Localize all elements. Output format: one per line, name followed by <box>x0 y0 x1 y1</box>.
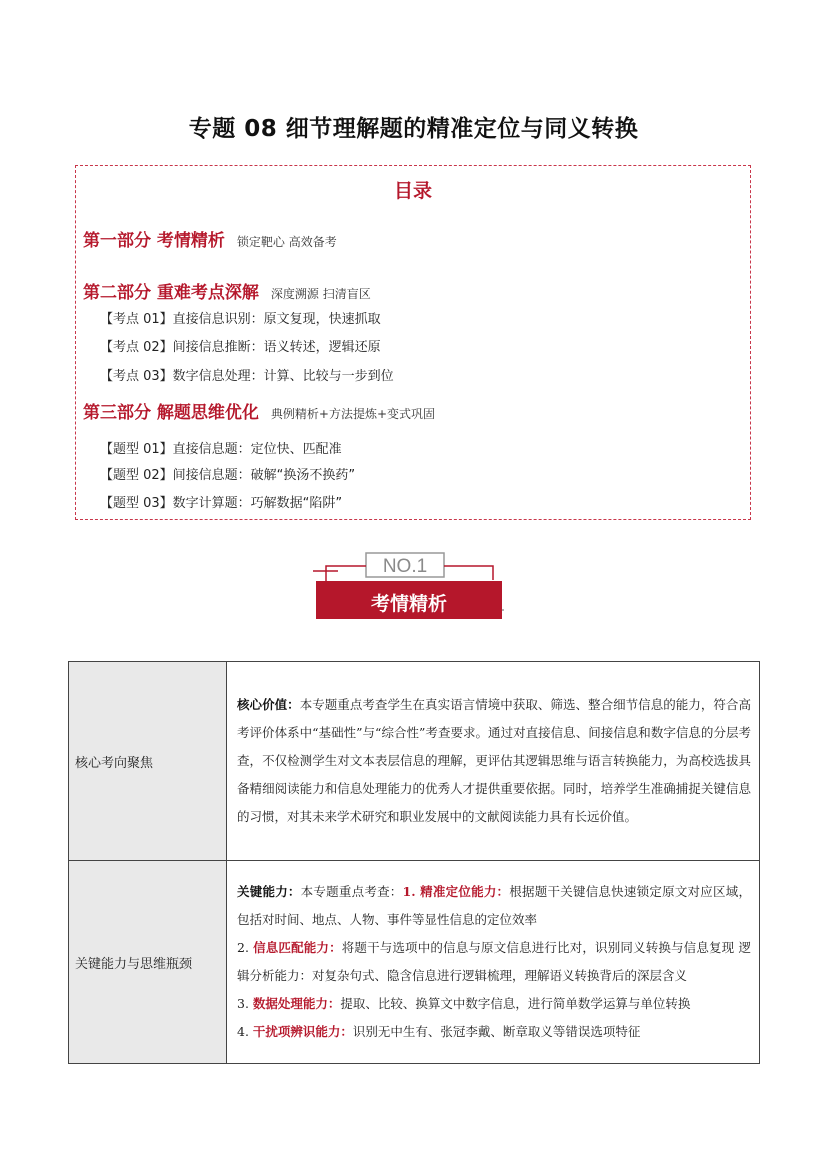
toc-part-subtitle: 深度溯源 扫清盲区 <box>270 287 371 301</box>
toc-item: 【题型 02】间接信息题：破解“换汤不换药” <box>100 468 356 483</box>
toc-item: 【题型 01】直接信息题：定位快、匹配准 <box>100 442 342 457</box>
ability-text: 识别无中生有、张冠李戴、断章取义等错误选项特征 <box>352 1024 641 1039</box>
intro-text: 本专题重点考查： <box>300 884 403 899</box>
document-title: 专题 08 细节理解题的精准定位与同义转换 <box>188 116 639 142</box>
ability-title: 数据处理能力： <box>252 996 341 1011</box>
exam-analysis-table <box>68 661 760 1064</box>
ability-item <box>237 934 751 990</box>
toc-part-3 <box>83 398 435 423</box>
ability-text: 将题干与选项中的信息与原文信息进行比对，识别同义转换与信息复现 逻辑分析能力：对复杂句式、隐含信息进行逻辑梳理，理解语义转换背后的深层含义 <box>237 940 751 983</box>
toc-part-title: 第三部分 解题思维优化 <box>83 403 259 423</box>
ability-item <box>237 990 751 1018</box>
lead-label: 关键能力： <box>237 884 301 899</box>
toc-part-title: 第一部分 考情精析 <box>83 231 225 251</box>
ability-number: 3. <box>237 996 253 1011</box>
toc-part-2 <box>83 278 371 303</box>
section-badge <box>308 550 508 622</box>
badge-label: 考情精析 <box>370 593 448 615</box>
table-of-contents <box>75 165 751 520</box>
row-label: 核心考向聚焦 <box>69 662 227 861</box>
toc-part-subtitle: 锁定靶心 高效备考 <box>236 235 337 249</box>
row-label: 关键能力与思维瓶颈 <box>69 861 227 1064</box>
table-row <box>69 861 760 1064</box>
ability-number: 4. <box>237 1024 253 1039</box>
ability-item <box>237 1018 751 1046</box>
toc-heading: 目录 <box>393 180 432 202</box>
badge-number: NO.1 <box>382 556 428 577</box>
toc-item: 【题型 03】数字计算题：巧解数据“陷阱” <box>100 496 343 511</box>
toc-item: 【考点 01】直接信息识别：原文复现，快速抓取 <box>100 312 381 327</box>
ability-title: 干扰项辨识能力： <box>252 1024 353 1039</box>
toc-item: 【考点 03】数字信息处理：计算、比较与一步到位 <box>100 369 394 384</box>
ability-text: 根据题干关键信息快速锁定原文对应区域，包括对时间、地点、人物、事件等显性信息的定位效率 <box>237 884 751 927</box>
toc-part-title: 第二部分 重难考点深解 <box>83 283 259 303</box>
toc-part-subtitle: 典例精析+方法提炼+变式巩固 <box>270 407 436 421</box>
toc-part-1 <box>83 226 337 251</box>
ability-text: 提取、比较、换算文中数字信息，进行简单数学运算与单位转换 <box>340 996 691 1011</box>
ability-title: 信息匹配能力： <box>253 940 342 955</box>
toc-item: 【考点 02】间接信息推断：语义转述，逻辑还原 <box>100 340 381 355</box>
lead-label: 核心价值： <box>237 697 300 712</box>
ability-title: 1. 精准定位能力： <box>402 884 510 899</box>
row-content <box>227 662 760 861</box>
paragraph-text: 本专题重点考查学生在真实语言情境中获取、筛选、整合细节信息的能力，符合高考评价体系中“基础性”与“综合性”考查要求。通过对直接信息、间接信息和数字信息的分层考查，不仅检测学生对文本表层信息的理解，更评估其逻辑思维与语言转换能力，为高校选拔具备精细阅读能力和信息处理能力的优秀人才提供重要依据。同时，培养学生准确捕捉关键信息的习惯，对其未来学术研究和职业发展中的文献阅读能力具有长远价值。 <box>237 697 751 824</box>
row-content <box>227 861 760 1064</box>
table-row <box>69 662 760 861</box>
section-badge-graphic <box>308 550 508 622</box>
ability-intro <box>237 878 751 934</box>
ability-number: 2. <box>237 940 254 955</box>
